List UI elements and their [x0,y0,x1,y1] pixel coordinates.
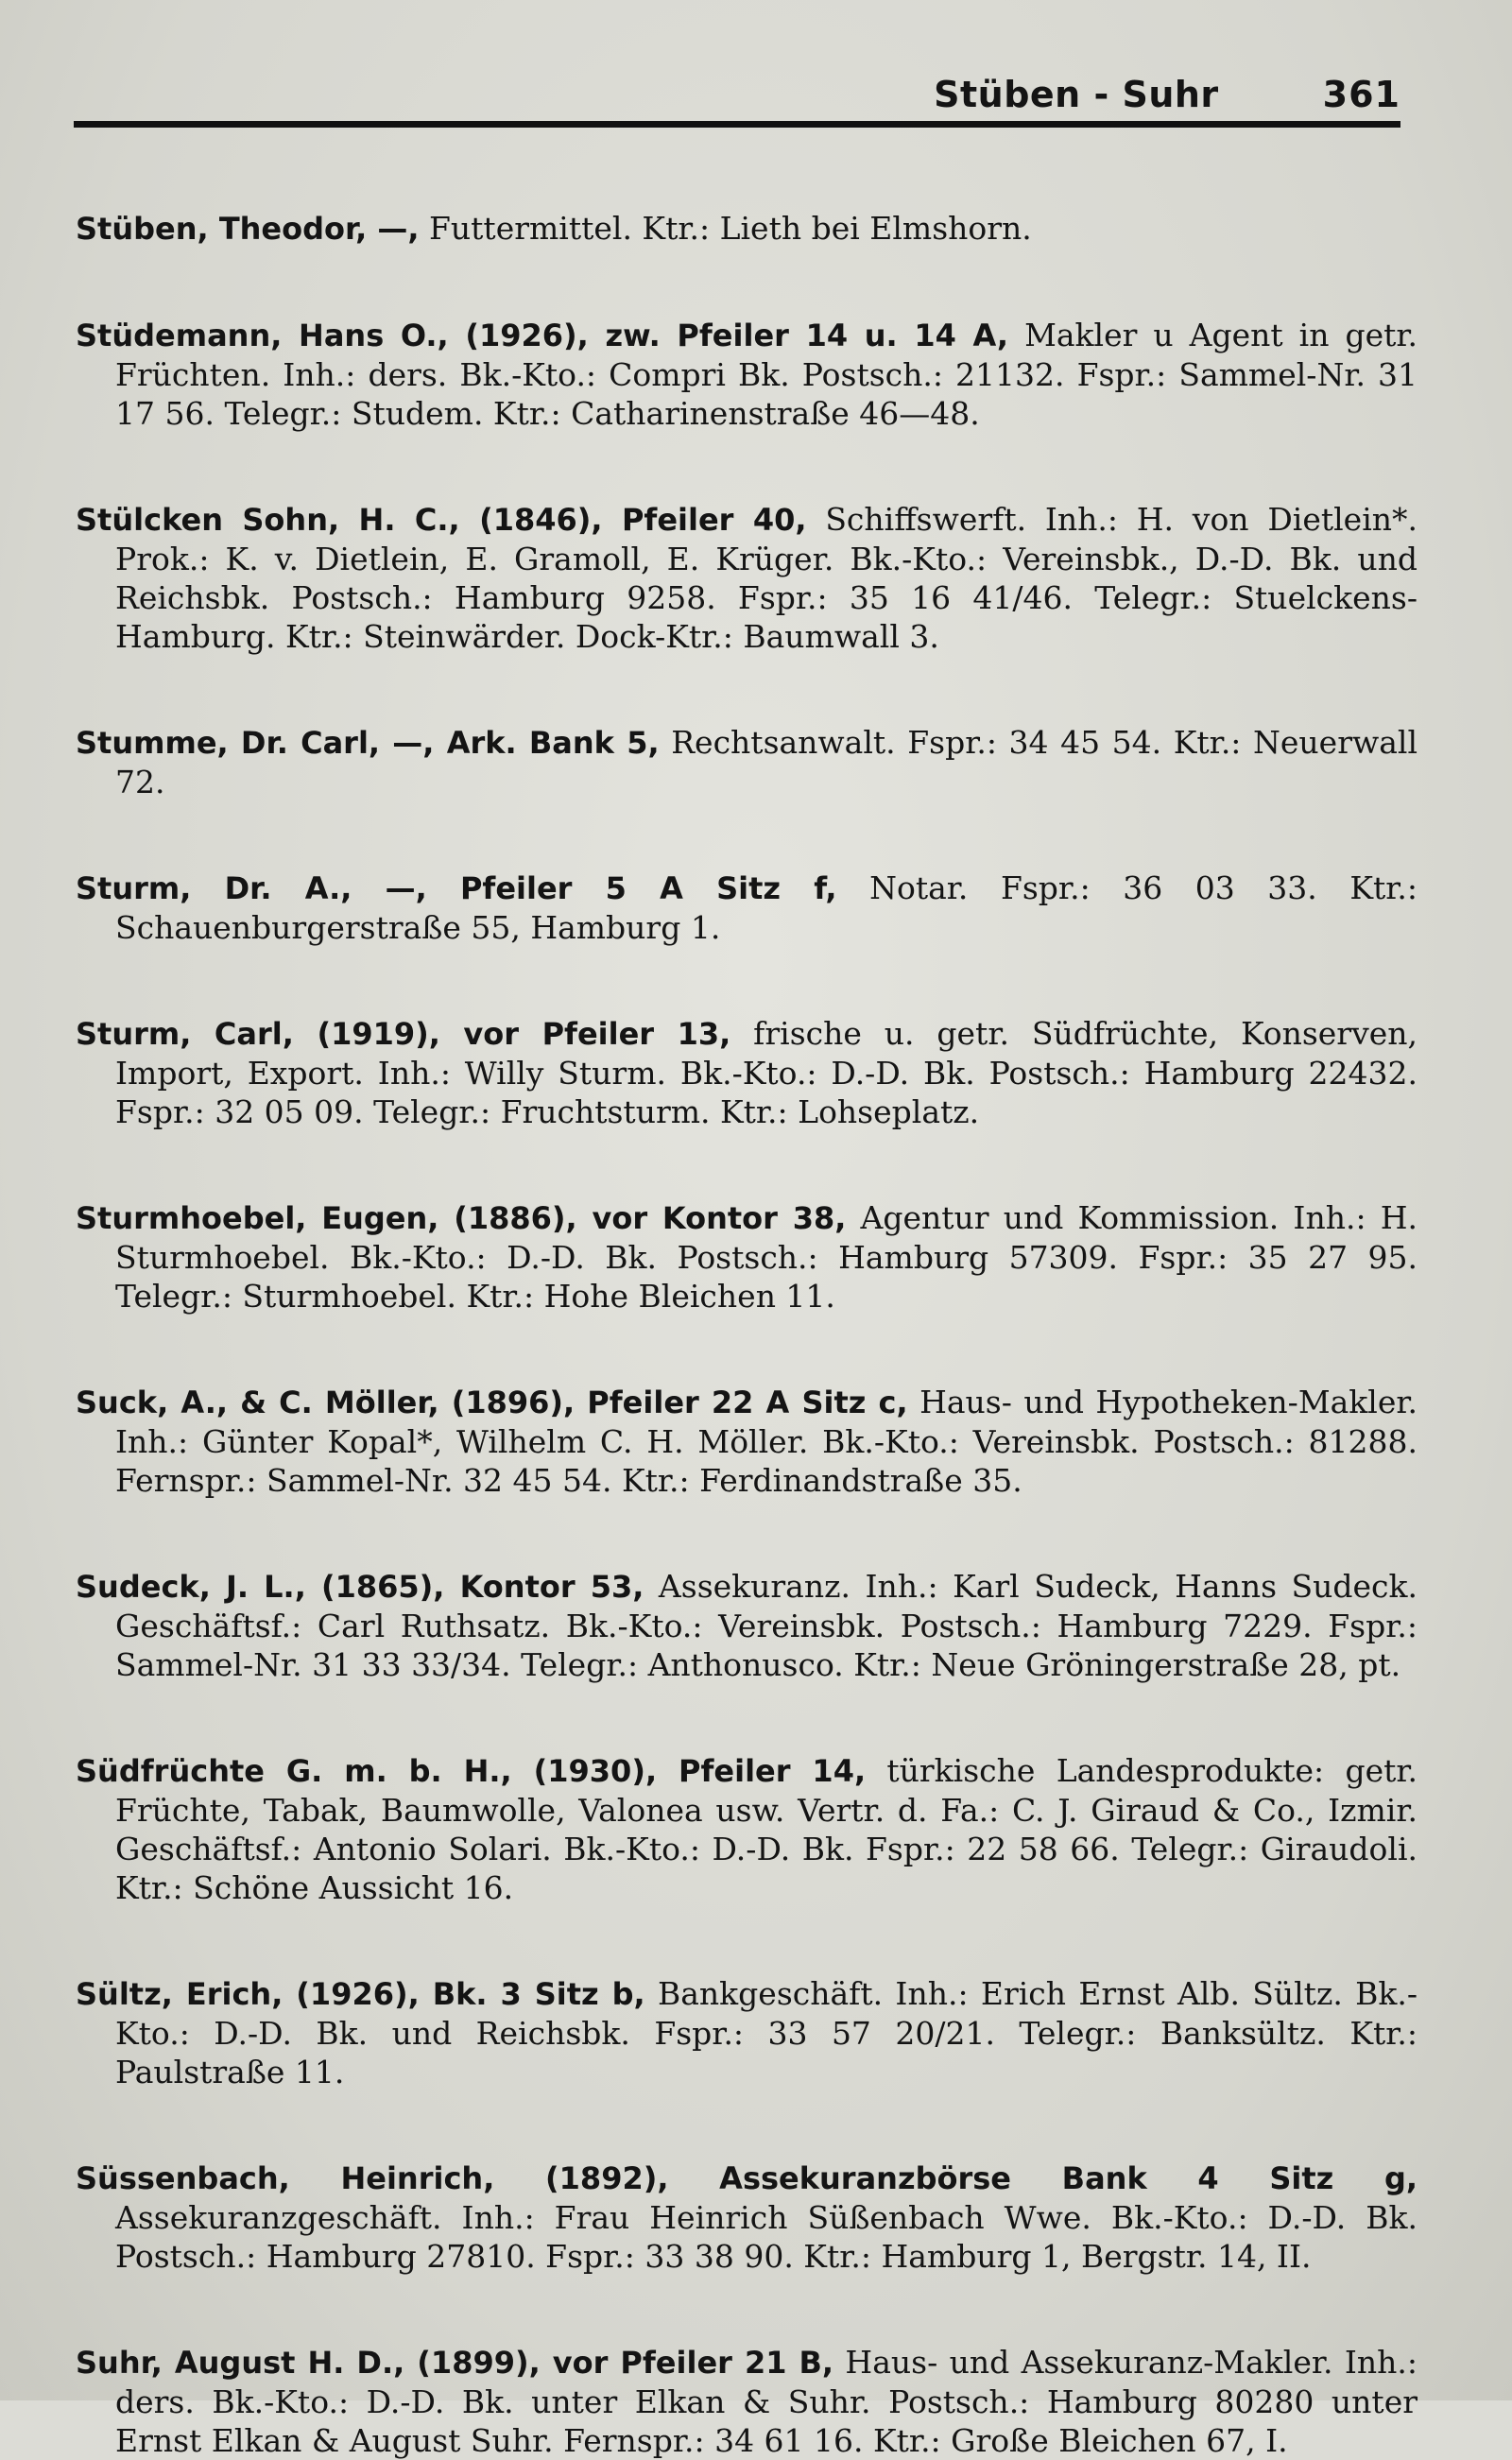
entry-name: Sturm, Dr. A., —, Pfeiler 5 A Sitz f, [76,870,837,906]
entry-name: Sturm, Carl, (1919), vor Pfeiler 13, [76,1016,731,1052]
directory-entry [76,209,1418,249]
directory-entry [76,869,1418,947]
entry-name: Süssenbach, Heinrich, (1892), Assekuranzbörse Bank 4 Sitz g, [76,2160,1418,2196]
directory-entry [76,2159,1418,2276]
entry-details: Makler u Agent in getr. Früchten. Inh.: ders. Bk.-Kto.: Compri Bk. Postsch.: 21132. Fspr.: Sammel-Nr. 31 17 56. Telegr.: Studem. Ktr.: Catharinenstraße 46—48. [115,317,1418,432]
entry-name: Suck, A., & C. Möller, (1896), Pfeiler 22 A Sitz c, [76,1385,908,1420]
directory-entries [76,178,1418,2460]
running-title: Stüben - Suhr [934,74,1219,115]
header-rule [74,121,1400,128]
entry-name: Südfrüchte G. m. b. H., (1930), Pfeiler 14, [76,1753,867,1789]
entry-name: Sudeck, J. L., (1865), Kontor 53, [76,1569,644,1605]
entry-details: Haus- und Assekuranz-Makler. Inh.: ders. Bk.-Kto.: D.-D. Bk. unter Elkan & Suhr. Postsch.: Hamburg 80280 unter Ernst Elkan & August Suhr. Fernspr.: 34 61 16. Ktr.: Große Bleichen 67, I. [115,2344,1418,2459]
page-header [74,62,1400,115]
directory-entry [76,723,1418,801]
entry-details: frische u. getr. Südfrüchte, Konserven, Import, Export. Inh.: Willy Sturm. Bk.-Kto.: D.-D. Bk. Postsch.: Hamburg 22432. Fspr.: 32 05 09. Telegr.: Fruchtsturm. Ktr.: Lohseplatz. [115,1015,1418,1130]
entry-details: Assekuranzgeschäft. Inh.: Frau Heinrich Süßenbach Wwe. Bk.-Kto.: D.-D. Bk. Postsch.: Hamburg 27810. Fspr.: 33 38 90. Ktr.: Hamburg 1, Bergstr. 14, II. [115,2199,1418,2275]
entry-details: türkische Landesprodukte: getr. Früchte, Tabak, Baumwolle, Valonea usw. Vertr. d. Fa.: C. J. Giraud & Co., Izmir. Geschäftsf.: Antonio Solari. Bk.-Kto.: D.-D. Bk. Fspr.: 22 58 66. Telegr.: Giraudoli. Ktr.: Schöne Aussicht 16. [115,1752,1418,1906]
directory-entry [76,1751,1418,1907]
page-number: 361 [1322,74,1400,115]
directory-entry [76,316,1418,433]
directory-entry [76,1567,1418,1684]
entry-details: Notar. Fspr.: 36 03 33. Ktr.: Schauenburgerstraße 55, Hamburg 1. [115,869,1418,946]
entry-details: Futtermittel. Ktr.: Lieth bei Elmshorn. [419,210,1032,247]
directory-entry [76,500,1418,656]
entry-details: Assekuranz. Inh.: Karl Sudeck, Hanns Sudeck. Geschäftsf.: Carl Ruthsatz. Bk.-Kto.: Vereinsbk. Postsch.: Hamburg 7229. Fspr.: Sammel-Nr. 31 33 33/34. Telegr.: Anthonusco. Ktr.: Neue Gröningerstraße 28, pt. [115,1568,1418,1683]
entry-details: Agentur und Kommission. Inh.: H. Sturmhoebel. Bk.-Kto.: D.-D. Bk. Postsch.: Hamburg 57309. Fspr.: 35 27 95. Telegr.: Sturmhoebel. Ktr.: Hohe Bleichen 11. [115,1199,1418,1315]
entry-details: Haus- und Hypotheken-Makler. Inh.: Günter Kopal*, Wilhelm C. H. Möller. Bk.-Kto.: Vereinsbk. Postsch.: 81288. Fernspr.: Sammel-Nr. 32 45 54. Ktr.: Ferdinandstraße 35. [115,1384,1418,1499]
entry-name: Sturmhoebel, Eugen, (1886), vor Kontor 38, [76,1200,847,1236]
entry-name: Stumme, Dr. Carl, —, Ark. Bank 5, [76,725,660,761]
entry-name: Sültz, Erich, (1926), Bk. 3 Sitz b, [76,1976,645,2012]
entry-details: Schiffswerft. Inh.: H. von Dietlein*. Prok.: K. v. Dietlein, E. Gramoll, E. Krüger. Bk.-Kto.: Vereinsbk., D.-D. Bk. und Reichsbk. Postsch.: Hamburg 9258. Fspr.: 35 16 41/46. Telegr.: Stuelckens-Hamburg. Ktr.: Steinwärder. Dock-Ktr.: Baumwall 3. [115,501,1418,655]
directory-entry [76,1974,1418,2091]
entry-details: Bankgeschäft. Inh.: Erich Ernst Alb. Sültz. Bk.-Kto.: D.-D. Bk. und Reichsbk. Fspr.: 33 57 20/21. Telegr.: Banksültz. Ktr.: Paulstraße 11. [115,1975,1418,2090]
directory-entry [76,2343,1418,2460]
entry-name: Suhr, August H. D., (1899), vor Pfeiler 21 B, [76,2345,834,2381]
entry-name: Stülcken Sohn, H. C., (1846), Pfeiler 40, [76,502,807,538]
directory-entry [76,1198,1418,1316]
entry-details: Rechtsanwalt. Fspr.: 34 45 54. Ktr.: Neuerwall 72. [115,724,1418,800]
entry-name: Stüben, Theodor, —, [76,211,420,247]
directory-entry [76,1014,1418,1131]
directory-entry [76,1383,1418,1500]
entry-name: Stüdemann, Hans O., (1926), zw. Pfeiler 14 u. 14 A, [76,318,1009,353]
